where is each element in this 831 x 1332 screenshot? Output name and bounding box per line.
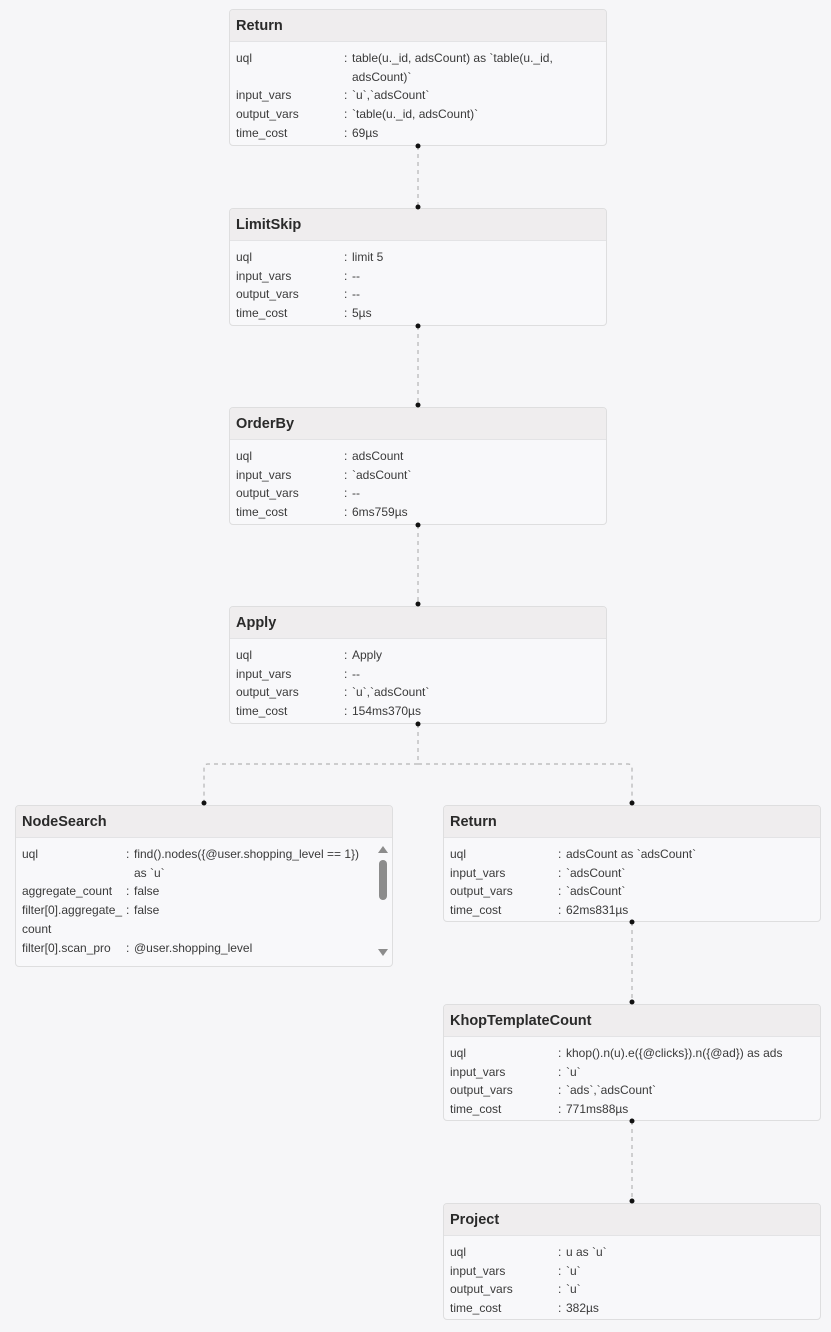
row-input-vars: input_vars : `u` <box>450 1064 581 1079</box>
plan-node-khoptemplatecount[interactable] <box>443 1004 821 1121</box>
node-title: LimitSkip <box>230 209 606 241</box>
row-uql: uql : adsCount <box>236 449 404 463</box>
row-time-cost: time_cost : 6ms759µs <box>236 505 408 520</box>
node-title: Apply <box>230 607 606 639</box>
row-time-cost: time_cost : 5µs <box>236 306 372 321</box>
row-uql: uql : adsCount as `adsCount` <box>450 847 697 861</box>
row-input-vars: input_vars : -- <box>236 666 360 681</box>
row-output-vars: output_vars : `adsCount` <box>450 884 626 899</box>
row-uql: uql : u as `u` <box>450 1245 607 1259</box>
plan-node-return[interactable] <box>229 9 607 146</box>
scrollbar-thumb[interactable] <box>379 860 387 900</box>
input-port-dot <box>416 602 421 607</box>
output-port-dot <box>416 722 421 727</box>
plan-node-orderby[interactable] <box>229 407 607 525</box>
row-time-cost: time_cost : 382µs <box>450 1301 599 1316</box>
row-time-cost: time_cost : 771ms88µs <box>450 1102 629 1117</box>
row-uql: uql : find().nodes({@user.shopping_level == 1}) as `u` <box>22 847 359 880</box>
row-output-vars: output_vars : `u`,`adsCount` <box>236 685 430 700</box>
node-title: Project <box>444 1204 820 1236</box>
row-output-vars: output_vars : `ads`,`adsCount` <box>450 1083 657 1098</box>
row-time-cost: time_cost : 69µs <box>236 125 379 140</box>
scroll-up-arrow-icon[interactable] <box>378 846 388 853</box>
input-port-dot <box>630 1199 635 1204</box>
row-input-vars: input_vars : -- <box>236 268 360 283</box>
output-port-dot <box>416 523 421 528</box>
node-title: KhopTemplateCount <box>444 1005 820 1037</box>
row-uql: uql : limit 5 <box>236 250 384 264</box>
output-port-dot <box>416 144 421 149</box>
input-port-dot <box>202 801 207 806</box>
row-uql: uql : table(u._id, adsCount) as `table(u._id, adsCount)` <box>236 51 553 84</box>
row-uql: uql : khop().n(u).e({@clicks}).n({@ad}) as ads <box>450 1046 783 1060</box>
output-port-dot <box>630 1119 635 1124</box>
row-input-vars: input_vars : `adsCount` <box>450 865 626 880</box>
node-title: Return <box>444 806 820 838</box>
row-input-vars: input_vars : `u`,`adsCount` <box>236 88 430 103</box>
plan-node-limitskip[interactable] <box>229 208 607 326</box>
row-output-vars: output_vars : -- <box>236 287 360 302</box>
row-input-vars: input_vars : `adsCount` <box>236 467 412 482</box>
output-port-dot <box>416 324 421 329</box>
vertical-scrollbar[interactable] <box>377 844 389 960</box>
output-port-dot <box>630 920 635 925</box>
row-time-cost: time_cost : 154ms370µs <box>236 704 421 719</box>
input-port-dot <box>416 403 421 408</box>
row-time-cost: time_cost : 62ms831µs <box>450 903 629 918</box>
plan-node-nodesearch[interactable] <box>15 805 393 967</box>
plan-node-apply[interactable] <box>229 606 607 724</box>
row-output-vars: output_vars : -- <box>236 486 360 501</box>
node-title: NodeSearch <box>16 806 392 838</box>
row-uql: uql : Apply <box>236 648 383 662</box>
row-filter-aggregate-count: filter[0].aggregate_count : false <box>22 903 160 936</box>
plan-node-project[interactable] <box>443 1203 821 1320</box>
row-filter-scan-pro: filter[0].scan_pro : @user.shopping_level <box>22 940 253 955</box>
row-output-vars: output_vars : `table(u._id, adsCount)` <box>236 107 479 122</box>
row-output-vars: output_vars : `u` <box>450 1282 581 1297</box>
node-title: OrderBy <box>230 408 606 440</box>
scroll-down-arrow-icon[interactable] <box>378 949 388 956</box>
edge-apply-children <box>204 724 632 803</box>
node-title: Return <box>230 10 606 42</box>
row-input-vars: input_vars : `u` <box>450 1263 581 1278</box>
input-port-dot <box>630 801 635 806</box>
plan-node-return-child[interactable] <box>443 805 821 922</box>
input-port-dot <box>416 205 421 210</box>
row-aggregate-count: aggregate_count : false <box>22 884 160 899</box>
input-port-dot <box>630 1000 635 1005</box>
node-properties-scroll-area[interactable] <box>16 838 392 967</box>
